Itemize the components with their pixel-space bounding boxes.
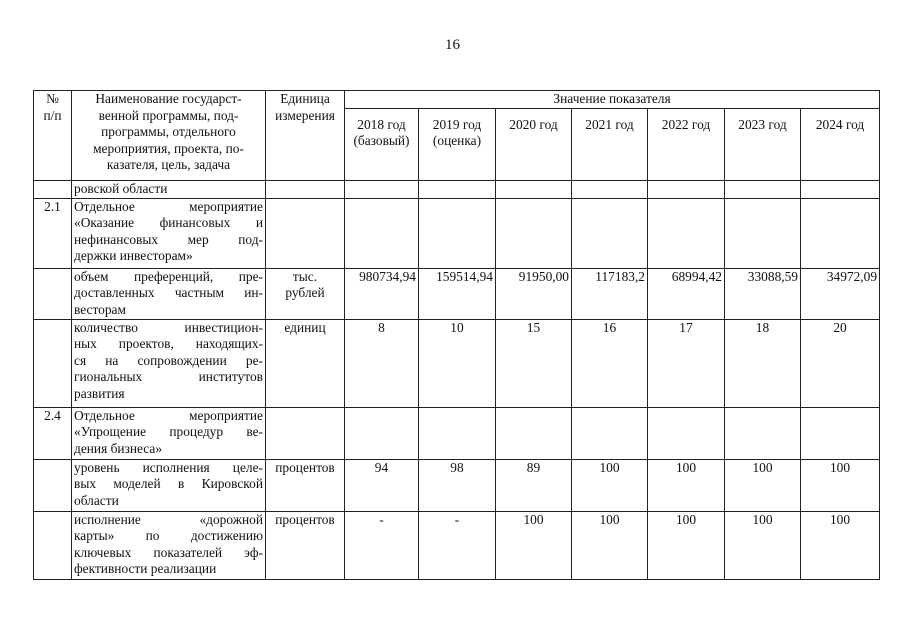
header-year: [419, 108, 496, 180]
table-row: [34, 407, 880, 459]
text-line: области: [74, 492, 119, 508]
text-line: 2019 год: [432, 116, 482, 132]
row-number: [34, 268, 72, 319]
value-cell: 100: [572, 459, 648, 511]
value-cell: [725, 180, 801, 198]
text-line: «Оказание финансовых и: [74, 215, 263, 231]
value-cell: 100: [648, 459, 725, 511]
value-cell: [572, 180, 648, 198]
table-row: [34, 319, 880, 407]
header-year: [345, 108, 419, 180]
value-cell: 18: [725, 319, 801, 407]
text-line: Наименование государст-: [95, 91, 242, 106]
text-line: №: [46, 91, 59, 106]
table-row: [34, 268, 880, 319]
header-values-group: Значение показателя: [345, 91, 880, 109]
header-year: [725, 108, 801, 180]
text-line: тыс.: [292, 268, 318, 284]
text-line: п/п: [43, 107, 62, 123]
text-line: процентов: [275, 511, 335, 527]
value-cell: 15: [496, 319, 572, 407]
value-cell: 89: [496, 459, 572, 511]
value-cell: 20: [801, 319, 880, 407]
text-line: процентов: [275, 459, 335, 475]
text-line: ровской области: [74, 180, 168, 196]
text-line: 2020 год: [509, 116, 558, 132]
table-row: [34, 459, 880, 511]
text-line: весторам: [74, 301, 126, 317]
text-line: карты» по достижению: [74, 528, 263, 544]
indicators-table: [33, 90, 880, 580]
table-row: [34, 198, 880, 268]
value-cell: [648, 407, 725, 459]
row-name: [72, 198, 266, 268]
value-cell: 68994,42: [648, 268, 725, 319]
row-unit: [266, 198, 345, 268]
value-cell: [725, 198, 801, 268]
value-cell: [496, 198, 572, 268]
value-cell: -: [345, 511, 419, 579]
text-line: 2022 год: [661, 116, 711, 132]
value-cell: 117183,2: [572, 268, 648, 319]
value-cell: 33088,59: [725, 268, 801, 319]
text-line: объем преференций, пре-: [74, 268, 263, 284]
value-cell: -: [419, 511, 496, 579]
header-year: [648, 108, 725, 180]
value-cell: [572, 198, 648, 268]
value-cell: 91950,00: [496, 268, 572, 319]
value-cell: 100: [572, 511, 648, 579]
row-name: [72, 180, 266, 198]
row-name: [72, 319, 266, 407]
value-cell: [419, 180, 496, 198]
row-number: 2.4: [34, 407, 72, 459]
text-line: 2023 год: [738, 116, 787, 132]
row-unit: [266, 180, 345, 198]
value-cell: [345, 180, 419, 198]
table-row: [34, 511, 880, 579]
value-cell: 159514,94: [419, 268, 496, 319]
value-cell: [801, 407, 880, 459]
value-cell: 100: [496, 511, 572, 579]
value-cell: [419, 407, 496, 459]
text-line: (базовый): [353, 133, 410, 149]
value-cell: 16: [572, 319, 648, 407]
text-line: программы, отдельного: [101, 124, 236, 140]
text-line: доставленных частным ин-: [74, 285, 263, 301]
text-line: измерения: [275, 107, 335, 123]
text-line: держки инвесторам»: [74, 248, 193, 264]
value-cell: 8: [345, 319, 419, 407]
text-line: ся на сопровождении ре-: [74, 352, 263, 368]
value-cell: [496, 180, 572, 198]
header-year: [496, 108, 572, 180]
text-line: рублей: [285, 285, 325, 301]
row-unit: [266, 511, 345, 579]
header-unit: [266, 91, 345, 181]
text-line: развития: [74, 385, 125, 401]
text-line: Отдельное мероприятие: [74, 407, 263, 423]
row-name: [72, 268, 266, 319]
row-unit: [266, 407, 345, 459]
text-line: уровень исполнения целе-: [74, 459, 263, 475]
value-cell: 98: [419, 459, 496, 511]
header-num: [34, 91, 72, 181]
page-number: 16: [445, 37, 460, 53]
row-number: [34, 319, 72, 407]
table-row: [34, 180, 880, 198]
value-cell: [801, 198, 880, 268]
row-name: [72, 407, 266, 459]
value-cell: 100: [725, 459, 801, 511]
text-line: 2021 год: [585, 116, 634, 132]
row-unit: [266, 459, 345, 511]
row-number: 2.1: [34, 198, 72, 268]
row-number: [34, 180, 72, 198]
row-number: [34, 511, 72, 579]
row-unit: [266, 268, 345, 319]
text-line: казателя, цель, задача: [106, 157, 231, 173]
text-line: ключевых показателей эф-: [74, 544, 263, 560]
text-line: исполнение «дорожной: [74, 511, 263, 527]
value-cell: 100: [648, 511, 725, 579]
value-cell: [345, 198, 419, 268]
value-cell: [345, 407, 419, 459]
text-line: мероприятия, проекта, по-: [93, 140, 244, 156]
text-line: 2024 год: [815, 116, 865, 132]
value-cell: 100: [725, 511, 801, 579]
text-line: ных проектов, находящих-: [74, 336, 263, 352]
value-cell: 17: [648, 319, 725, 407]
row-number: [34, 459, 72, 511]
value-cell: [648, 198, 725, 268]
text-line: единиц: [284, 319, 326, 335]
header-name: [72, 91, 266, 181]
text-line: Единица: [280, 91, 330, 106]
text-line: нефинансовых мер под-: [74, 231, 263, 247]
value-cell: [725, 407, 801, 459]
value-cell: [496, 407, 572, 459]
text-line: гиональных институтов: [74, 369, 263, 385]
text-line: количество инвестицион-: [74, 319, 263, 335]
value-cell: 10: [419, 319, 496, 407]
text-line: «Упрощение процедур ве-: [74, 424, 263, 440]
value-cell: 100: [801, 511, 880, 579]
header-year: [572, 108, 648, 180]
value-cell: 94: [345, 459, 419, 511]
row-unit: [266, 319, 345, 407]
value-cell: 34972,09: [801, 268, 880, 319]
text-line: фективности реализации: [74, 561, 217, 577]
text-line: дения бизнеса»: [74, 440, 163, 456]
row-name: [72, 459, 266, 511]
text-line: Отдельное мероприятие: [74, 198, 263, 214]
text-line: вых моделей в Кировской: [74, 476, 263, 492]
value-cell: [572, 407, 648, 459]
value-cell: [801, 180, 880, 198]
header-year: [801, 108, 880, 180]
value-cell: [648, 180, 725, 198]
text-line: венной программы, под-: [98, 107, 239, 123]
value-cell: 100: [801, 459, 880, 511]
text-line: (оценка): [432, 133, 482, 149]
row-name: [72, 511, 266, 579]
value-cell: 980734,94: [345, 268, 419, 319]
value-cell: [419, 198, 496, 268]
text-line: 2018 год: [357, 116, 406, 132]
